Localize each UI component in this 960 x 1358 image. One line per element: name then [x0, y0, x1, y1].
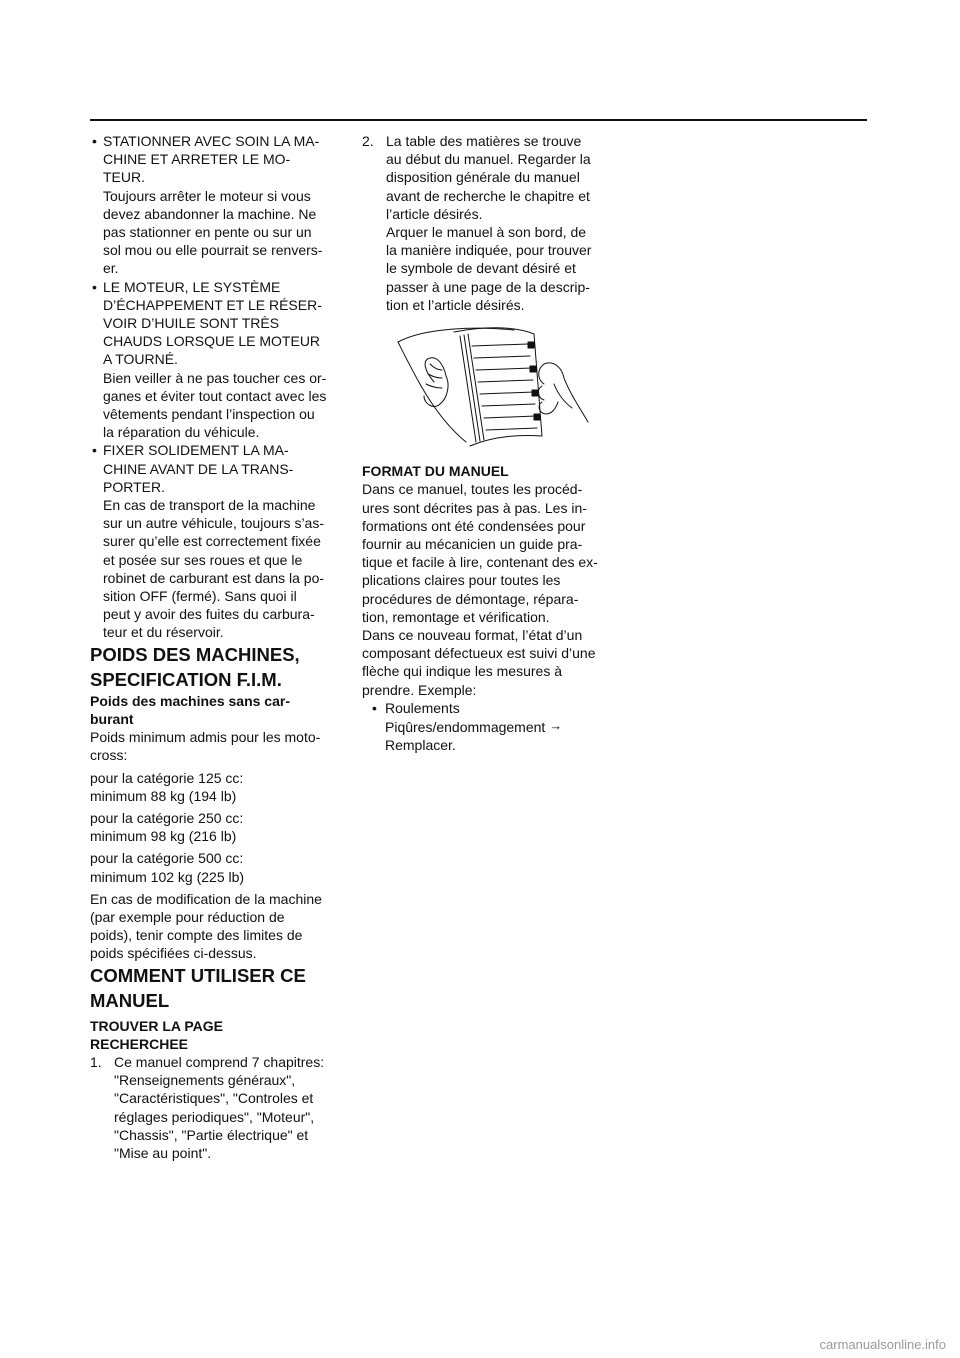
subheading-poids-sans-carburant [90, 692, 338, 728]
text-line: minimum 102 kg (225 lb) [90, 868, 245, 885]
text-line: peut y avoir des fuites du carbura- [103, 606, 315, 623]
text-line: Roulements [385, 699, 460, 716]
bullet-text [103, 278, 338, 442]
text-line: (par exemple pour réduction de [90, 908, 285, 925]
text-line: cross: [90, 747, 128, 764]
text-line: pas stationner en pente ou sur un [103, 224, 312, 241]
text-line: réglages periodiques", "Moteur", [114, 1108, 315, 1125]
text-line: plications claires pour toutes les [362, 572, 561, 589]
paragraph-format [362, 480, 612, 698]
numbered-item-2 [362, 132, 612, 314]
paragraph-poids-intro [90, 728, 338, 764]
heading-line: COMMENT UTILISER CE [90, 964, 306, 986]
text-line: VOIR D’HUILE SONT TRÈS [103, 315, 280, 332]
text-line: le symbole de devant désiré et [386, 260, 576, 277]
bullet-text [103, 132, 338, 278]
text-line: passer à une page de la descrip- [386, 278, 590, 295]
text-line: CHINE ET ARRETER LE MO- [103, 151, 291, 168]
bullet-mark: • [92, 442, 97, 459]
text-line: poids spécifiées ci-dessus. [90, 945, 257, 962]
text-line: Ce manuel comprend 7 chapitres: [114, 1053, 325, 1070]
paragraph-modification [90, 890, 338, 963]
manual-bending-illustration [394, 324, 590, 450]
item-number: 2. [362, 133, 374, 149]
text-line: poids), tenir compte des limites de [90, 927, 303, 944]
text-line: pour la catégorie 250 cc: [90, 809, 244, 826]
heading-poids-machines [90, 642, 338, 692]
text-line: pour la catégorie 125 cc: [90, 769, 244, 786]
text-line [385, 717, 612, 736]
text-line: prendre. Exemple: [362, 681, 477, 698]
text-line: Remplacer. [385, 737, 456, 754]
text-line: et posée sur ses roues et que le [103, 551, 303, 568]
paragraph-cat-500 [90, 849, 338, 885]
text-line: FIXER SOLIDEMENT LA MA- [103, 442, 289, 459]
example-condition: Piqûres/endommagement [385, 719, 546, 736]
text-line: robinet de carburant est dans la po- [103, 569, 325, 586]
bullet-text [103, 441, 338, 641]
bullet-mark: • [92, 133, 97, 149]
heading-comment-utiliser [90, 963, 338, 1013]
bullet-mark: • [92, 278, 97, 295]
item-text [386, 132, 612, 314]
subheading-format-manuel: FORMAT DU MANUEL [362, 463, 509, 480]
text-line: Poids minimum admis pour les moto- [90, 729, 321, 746]
text-line: l’article désirés. [386, 205, 483, 222]
subheading-trouver-page [90, 1017, 338, 1053]
watermark: carmanualsonline.info [819, 1337, 946, 1352]
text-line: La table des matières se trouve [386, 133, 582, 149]
bullet-mark: • [372, 699, 377, 716]
text-line: A TOURNÉ. [103, 351, 178, 368]
text-line: sur un autre véhicule, toujours s’as- [103, 515, 324, 532]
text-line: vêtements pendant l’inspection ou [103, 406, 315, 423]
text-line: fournir au mécanicien un guide pra- [362, 536, 583, 553]
paragraph-cat-125 [90, 769, 338, 805]
heading-line: SPECIFICATION F.I.M. [90, 668, 282, 690]
text-line: "Renseignements généraux", [114, 1072, 296, 1089]
left-column [90, 132, 338, 1162]
text-line: tique et facile à lire, contenant des ex- [362, 554, 598, 571]
text-line: flèche qui indique les mesures à [362, 663, 563, 680]
text-line: minimum 98 kg (216 lb) [90, 828, 237, 845]
text-line: En cas de transport de la machine [103, 497, 316, 514]
heading-line: MANUEL [90, 989, 170, 1011]
text-line: LE MOTEUR, LE SYSTÈME [103, 278, 281, 295]
text-line: CHINE AVANT DE LA TRANS- [103, 460, 294, 477]
bullet-stationner [90, 132, 338, 278]
text-line: teur et du réservoir. [103, 624, 224, 641]
text-line: sol mou ou elle pourrait se renvers- [103, 242, 323, 259]
text-line: PORTER. [103, 478, 165, 495]
arrow-right-icon: → [549, 718, 563, 734]
heading-line: POIDS DES MACHINES, [90, 643, 300, 665]
text-line: devez abandonner la machine. Ne [103, 205, 317, 222]
text-line: procédures de démontage, répara- [362, 590, 579, 607]
text-line: En cas de modification de la machine [90, 890, 322, 907]
bullet-moteur-chaud [90, 278, 338, 442]
text-line: formations ont été condensées pour [362, 517, 586, 534]
text-line: surer qu’elle est correctement fixée [103, 533, 321, 550]
text-line: composant défectueux est suivi d’une [362, 645, 596, 662]
text-line: Dans ce nouveau format, l’état d’un [362, 627, 583, 644]
text-line: STATIONNER AVEC SOIN LA MA- [103, 133, 320, 149]
subheading-line: TROUVER LA PAGE [90, 1017, 224, 1034]
bullet-fixer [90, 441, 338, 641]
text-line: ganes et éviter tout contact avec les [103, 387, 327, 404]
text-line: CHAUDS LORSQUE LE MOTEUR [103, 333, 321, 350]
text-line: TEUR. [103, 169, 145, 186]
text-line: pour la catégorie 500 cc: [90, 850, 244, 867]
text-line: Toujours arrêter le moteur si vous [103, 187, 311, 204]
text-line: Arquer le manuel à son bord, de [386, 224, 587, 241]
text-line: tion, remontage et vérification. [362, 608, 550, 625]
item-text [114, 1053, 338, 1162]
subheading-line: burant [90, 710, 134, 727]
text-line: er. [103, 260, 119, 277]
example-item-roulements [372, 699, 612, 755]
text-line: ures sont décrites pas à pas. Les in- [362, 499, 587, 516]
numbered-item-1 [90, 1053, 338, 1162]
text-line: "Caractéristiques", "Controles et [114, 1090, 314, 1107]
text-line: avant de recherche le chapitre et [386, 187, 590, 204]
right-column [362, 132, 612, 754]
paragraph-cat-250 [90, 809, 338, 845]
subheading-line: RECHERCHEE [90, 1035, 189, 1052]
text-line: "Mise au point". [114, 1144, 212, 1161]
item-number: 1. [90, 1053, 102, 1070]
text-line: la réparation du véhicule. [103, 424, 260, 441]
text-line: la manière indiquée, pour trouver [386, 242, 592, 259]
text-line: Dans ce manuel, toutes les procéd- [362, 481, 583, 498]
text-line: Bien veiller à ne pas toucher ces or- [103, 369, 327, 386]
text-line: disposition générale du manuel [386, 169, 580, 186]
text-line: sition OFF (fermé). Sans quoi il [103, 588, 297, 605]
text-line: "Chassis", "Partie électrique" et [114, 1126, 309, 1143]
top-rule [90, 119, 867, 121]
text-line: au début du manuel. Regarder la [386, 151, 591, 168]
text-line: minimum 88 kg (194 lb) [90, 787, 237, 804]
example-text [382, 699, 612, 755]
text-line: D’ÉCHAPPEMENT ET LE RÉSER- [103, 296, 322, 313]
text-line: tion et l’article désirés. [386, 296, 525, 313]
subheading-line: Poids des machines sans car- [90, 692, 290, 709]
